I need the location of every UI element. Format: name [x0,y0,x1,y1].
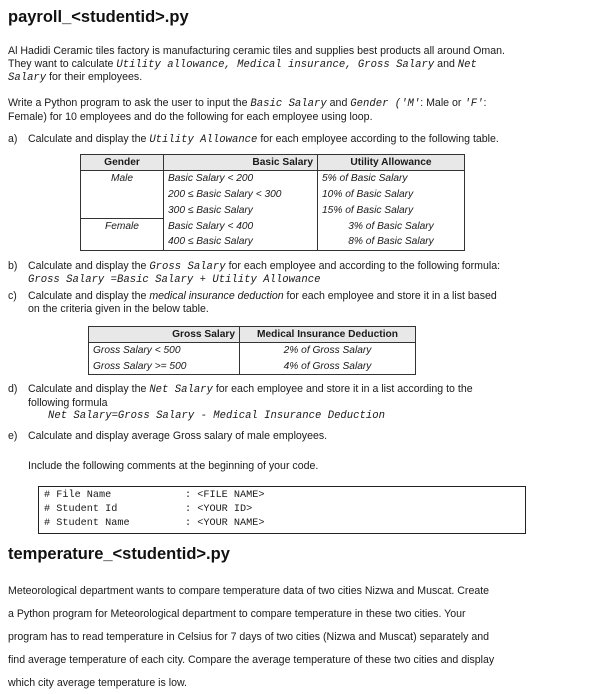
code-key: # Student Name [44,518,130,529]
task-paragraph [8,97,593,123]
item-c: c) Calculate and display the medical insurance deduction for each employee and store it in a list based on the criteria given in the below table. [8,290,497,315]
item-d: d) Calculate and display the Net Salary for each employee and store it in a list according to the following formula Net Salary=Gross Salary - Medical Insurance Deduction [8,383,593,423]
temperature-line: a Python program for Meteorological department to compare temperature in these two cities. Your [8,608,466,620]
task-line-1: Write a Python program to ask the user to input the Basic Salary and Gender ('M': Male or 'F': [8,97,487,110]
intro-line-2: They want to calculate Utility allowance, Medical insurance, Gross Salary and Net [8,57,477,71]
table-row: Female Basic Salary < 400 3% of Basic Salary [81,218,465,234]
temperature-line: program has to read temperature in Celsius for 7 days of two cities (Nizwa and Muscat) separately and [8,631,490,643]
intro-line-1: Al Hadidi Ceramic tiles factory is manufacturing ceramic tiles and supplies best products all around Oman. [8,45,505,57]
intro-paragraph [8,45,593,85]
header-utility-allowance: Utility Allowance [318,155,465,171]
gross-salary-formula: Gross Salary =Basic Salary + Utility Allowance [28,274,321,286]
header-basic-salary: Basic Salary [164,155,318,171]
header-gender: Gender [81,155,164,171]
table-header-row [81,155,465,171]
table-row: 200 ≤ Basic Salary < 300 10% of Basic Salary [81,187,465,203]
temperature-line: which city average temperature is low. [8,677,187,689]
table-header-row [89,327,416,343]
code-value: : <YOUR ID> [185,504,253,515]
code-value: : <FILE NAME> [185,490,265,501]
item-e: e) Calculate and display average Gross salary of male employees. [8,430,328,442]
temperature-line: Meteorological department wants to compare temperature data of two cities Nizwa and Muscat. Create [8,585,490,597]
utility-allowance-table [80,154,465,251]
net-salary-formula: Net Salary=Gross Salary - Medical Insurance Deduction [48,410,385,422]
temperature-line: find average temperature of each city. Compare the average temperature of these two cities and display [8,654,495,666]
table-row: Male Basic Salary < 200 5% of Basic Salary [81,171,465,187]
item-a: a) Calculate and display the Utility Allowance for each employee according to the following table. [8,133,499,146]
code-key: # Student Id [44,504,118,515]
table-row: 300 ≤ Basic Salary 15% of Basic Salary [81,202,465,218]
table-row: 400 ≤ Basic Salary 8% of Basic Salary [81,234,465,250]
header-gross-salary: Gross Salary [89,327,240,343]
table-row: Gross Salary < 500 2% of Gross Salary [89,343,416,359]
medical-deduction-table [88,326,416,375]
temperature-title: temperature_<studentid>.py [8,545,230,563]
comments-intro: Include the following comments at the beginning of your code. [28,460,319,472]
task-line-2: Female) for 10 employees and do the following for each employee using loop. [8,110,373,123]
item-b: b) Calculate and display the Gross Salary for each employee and according to the following formula: Gross Salary =Basic Salary + Utility Allowance [8,260,593,287]
code-value: : <YOUR NAME> [185,518,265,529]
header-comments-box [38,486,526,534]
payroll-title: payroll_<studentid>.py [8,8,189,26]
intro-line-3: Salary for their employees. [8,71,143,84]
code-key: # File Name [44,490,112,501]
header-medical-deduction: Medical Insurance Deduction [240,327,416,343]
table-row: Gross Salary >= 500 4% of Gross Salary [89,359,416,375]
